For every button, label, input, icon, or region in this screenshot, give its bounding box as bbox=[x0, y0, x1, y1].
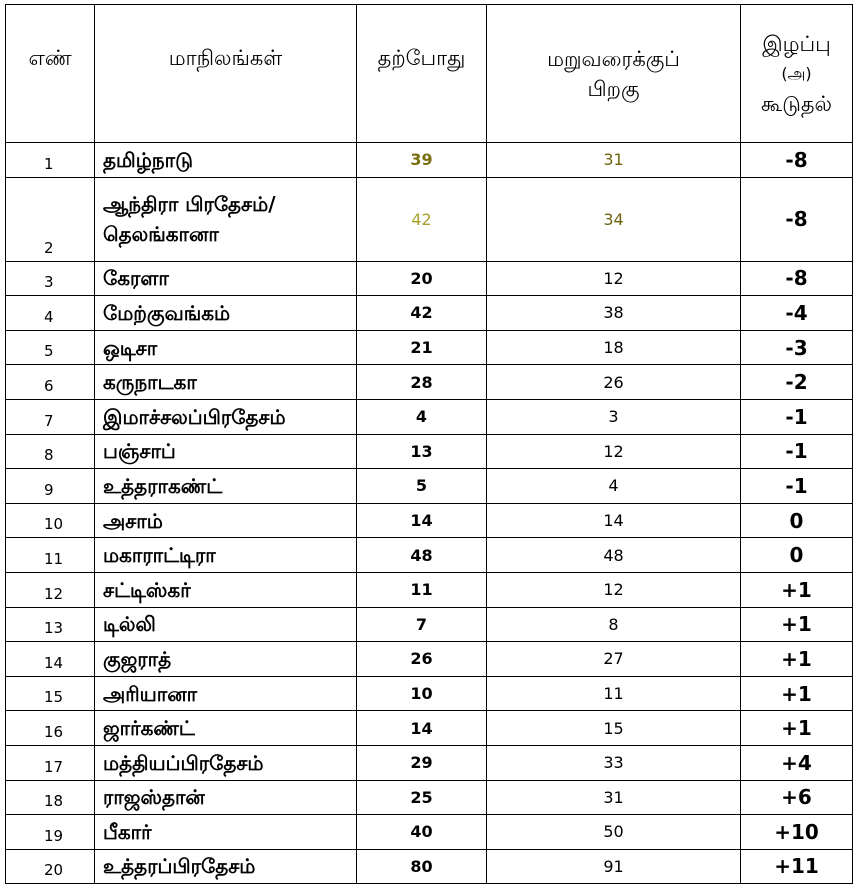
row-number: 6 bbox=[6, 365, 95, 400]
seat-change: +1 bbox=[741, 676, 853, 711]
seats-after: 33 bbox=[487, 745, 741, 780]
state-name-line2: தெலங்கானா bbox=[103, 222, 219, 247]
current-seats: 4 bbox=[357, 399, 487, 434]
state-name: உத்தரப்பிரதேசம் bbox=[95, 849, 357, 884]
seats-after: 3 bbox=[487, 399, 741, 434]
table-row bbox=[6, 261, 853, 296]
seat-change: +6 bbox=[741, 780, 853, 815]
table-row bbox=[6, 538, 853, 573]
current-seats: 13 bbox=[357, 434, 487, 469]
seat-change: -1 bbox=[741, 399, 853, 434]
state-name: சட்டிஸ்கர் bbox=[95, 572, 357, 607]
header-after-line1: மறுவரைக்குப் bbox=[547, 46, 680, 71]
seat-change: -8 bbox=[741, 143, 853, 178]
current-seats: 14 bbox=[357, 711, 487, 746]
seats-after: 8 bbox=[487, 607, 741, 642]
row-number: 18 bbox=[6, 780, 95, 815]
state-name: உத்தராகண்ட் bbox=[95, 469, 357, 504]
state-name: மத்தியப்பிரதேசம் bbox=[95, 745, 357, 780]
state-name: மேற்குவங்கம் bbox=[95, 296, 357, 331]
seat-change: +1 bbox=[741, 572, 853, 607]
current-seats: 25 bbox=[357, 780, 487, 815]
row-number: 16 bbox=[6, 711, 95, 746]
header-change bbox=[741, 5, 853, 143]
seats-after: 18 bbox=[487, 330, 741, 365]
seats-after: 12 bbox=[487, 434, 741, 469]
header-current: தற்போது bbox=[357, 5, 487, 143]
row-number: 9 bbox=[6, 469, 95, 504]
seats-after: 31 bbox=[487, 143, 741, 178]
seats-after: 27 bbox=[487, 642, 741, 677]
seats-after: 4 bbox=[487, 469, 741, 504]
seat-change-table bbox=[5, 4, 853, 884]
state-name bbox=[95, 177, 357, 261]
row-number: 19 bbox=[6, 815, 95, 850]
table-row bbox=[6, 365, 853, 400]
seat-change: +11 bbox=[741, 849, 853, 884]
table-row bbox=[6, 745, 853, 780]
state-name: அரியானா bbox=[95, 676, 357, 711]
seats-after: 91 bbox=[487, 849, 741, 884]
state-name: அசாம் bbox=[95, 503, 357, 538]
state-name: ராஜஸ்தான் bbox=[95, 780, 357, 815]
state-name: குஜராத் bbox=[95, 642, 357, 677]
table-row bbox=[6, 296, 853, 331]
current-seats: 40 bbox=[357, 815, 487, 850]
row-number: 1 bbox=[6, 143, 95, 178]
header-after-line2: பிறகு bbox=[587, 76, 640, 101]
seats-after: 26 bbox=[487, 365, 741, 400]
row-number: 2 bbox=[6, 177, 95, 261]
state-name: மகாராட்டிரா bbox=[95, 538, 357, 573]
table-row bbox=[6, 330, 853, 365]
seat-change: -8 bbox=[741, 177, 853, 261]
current-seats: 14 bbox=[357, 503, 487, 538]
seats-after: 11 bbox=[487, 676, 741, 711]
row-number: 15 bbox=[6, 676, 95, 711]
row-number: 14 bbox=[6, 642, 95, 677]
seat-change: -3 bbox=[741, 330, 853, 365]
current-seats: 10 bbox=[357, 676, 487, 711]
current-seats: 29 bbox=[357, 745, 487, 780]
state-name: ஜார்கண்ட் bbox=[95, 711, 357, 746]
row-number: 8 bbox=[6, 434, 95, 469]
table-row bbox=[6, 469, 853, 504]
header-change-line3: கூடுதல் bbox=[761, 91, 832, 116]
state-name: இமாச்சலப்பிரதேசம் bbox=[95, 399, 357, 434]
header-after bbox=[487, 5, 741, 143]
row-number: 5 bbox=[6, 330, 95, 365]
table-row bbox=[6, 780, 853, 815]
current-seats: 20 bbox=[357, 261, 487, 296]
table-row bbox=[6, 849, 853, 884]
header-state: மாநிலங்கள் bbox=[95, 5, 357, 143]
current-seats: 28 bbox=[357, 365, 487, 400]
seats-after: 14 bbox=[487, 503, 741, 538]
seats-after: 48 bbox=[487, 538, 741, 573]
current-seats: 48 bbox=[357, 538, 487, 573]
seat-change: -1 bbox=[741, 434, 853, 469]
table-row bbox=[6, 503, 853, 538]
table-row bbox=[6, 399, 853, 434]
row-number: 10 bbox=[6, 503, 95, 538]
table-row bbox=[6, 642, 853, 677]
state-name: பஞ்சாப் bbox=[95, 434, 357, 469]
seats-after: 12 bbox=[487, 572, 741, 607]
table-row bbox=[6, 711, 853, 746]
seats-after: 15 bbox=[487, 711, 741, 746]
row-number: 17 bbox=[6, 745, 95, 780]
table-row bbox=[6, 177, 853, 261]
current-seats: 11 bbox=[357, 572, 487, 607]
state-name: பீகார் bbox=[95, 815, 357, 850]
seats-after: 31 bbox=[487, 780, 741, 815]
table-row bbox=[6, 607, 853, 642]
table-row bbox=[6, 815, 853, 850]
current-seats: 39 bbox=[357, 143, 487, 178]
table-row bbox=[6, 676, 853, 711]
seat-change: -1 bbox=[741, 469, 853, 504]
row-number: 12 bbox=[6, 572, 95, 607]
current-seats: 42 bbox=[357, 177, 487, 261]
row-number: 7 bbox=[6, 399, 95, 434]
state-name-line1: ஆந்திரா பிரதேசம்/ bbox=[103, 192, 276, 217]
table-row bbox=[6, 434, 853, 469]
seats-after: 12 bbox=[487, 261, 741, 296]
row-number: 11 bbox=[6, 538, 95, 573]
current-seats: 7 bbox=[357, 607, 487, 642]
state-name: டில்லி bbox=[95, 607, 357, 642]
seats-after: 50 bbox=[487, 815, 741, 850]
header-change-line2: (அ) bbox=[781, 63, 812, 83]
seat-change: +1 bbox=[741, 711, 853, 746]
seat-change: +1 bbox=[741, 607, 853, 642]
header-change-line1: இழப்பு bbox=[762, 31, 831, 56]
current-seats: 42 bbox=[357, 296, 487, 331]
seat-change: +1 bbox=[741, 642, 853, 677]
state-name: கருநாடகா bbox=[95, 365, 357, 400]
table-row bbox=[6, 143, 853, 178]
seats-after: 38 bbox=[487, 296, 741, 331]
row-number: 13 bbox=[6, 607, 95, 642]
state-name: கேரளா bbox=[95, 261, 357, 296]
row-number: 3 bbox=[6, 261, 95, 296]
seat-change: 0 bbox=[741, 503, 853, 538]
seat-change: 0 bbox=[741, 538, 853, 573]
seat-change: -8 bbox=[741, 261, 853, 296]
current-seats: 26 bbox=[357, 642, 487, 677]
state-name: தமிழ்நாடு bbox=[95, 143, 357, 178]
seat-change: -2 bbox=[741, 365, 853, 400]
seat-change: +10 bbox=[741, 815, 853, 850]
row-number: 20 bbox=[6, 849, 95, 884]
table-row bbox=[6, 572, 853, 607]
seats-after: 34 bbox=[487, 177, 741, 261]
state-name: ஒடிசா bbox=[95, 330, 357, 365]
header-number: எண் bbox=[6, 5, 95, 143]
current-seats: 5 bbox=[357, 469, 487, 504]
current-seats: 80 bbox=[357, 849, 487, 884]
seat-change: +4 bbox=[741, 745, 853, 780]
header-row bbox=[6, 5, 853, 143]
row-number: 4 bbox=[6, 296, 95, 331]
current-seats: 21 bbox=[357, 330, 487, 365]
seat-change: -4 bbox=[741, 296, 853, 331]
